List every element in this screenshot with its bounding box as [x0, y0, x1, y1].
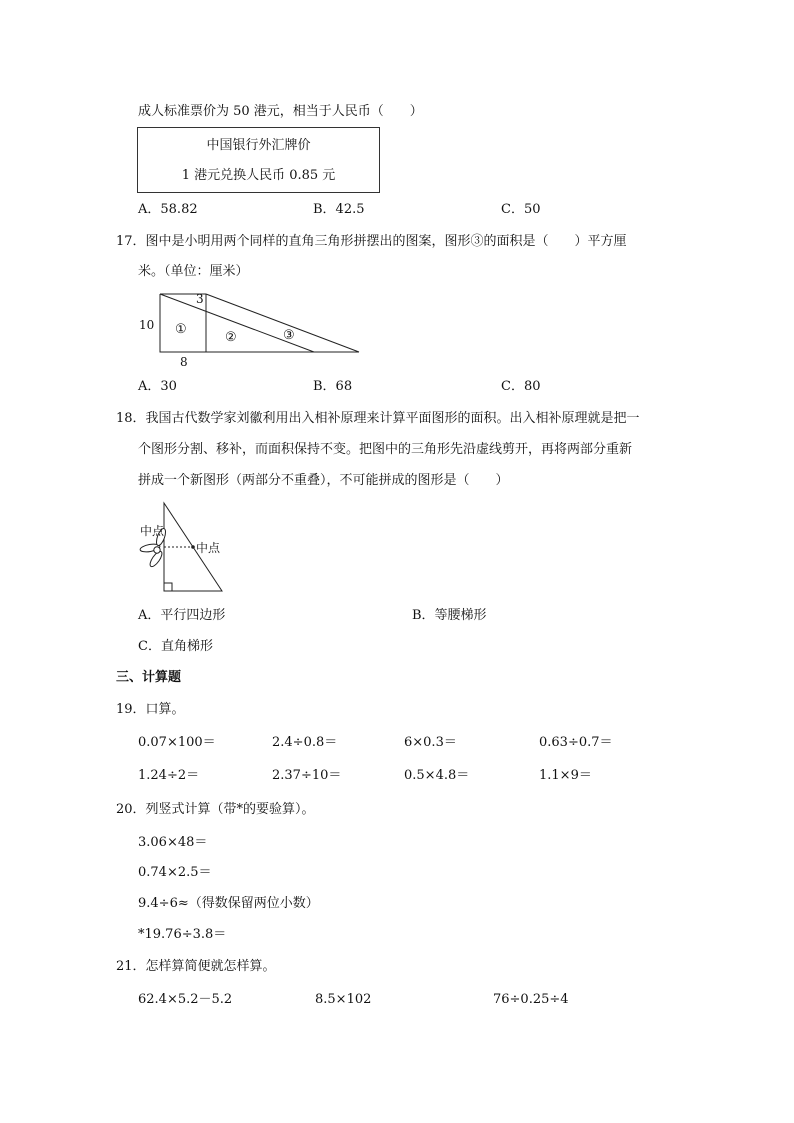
q16-stem: 成人标准票价为 50 港元，相当于人民币（ ）: [138, 104, 423, 119]
exchange-rate-box: [137, 127, 380, 193]
q18-option-b: B．等腰梯形: [412, 608, 487, 623]
exchange-rate-title: 中国银行外汇牌价: [206, 138, 311, 153]
q17-triangle-figure: [130, 288, 370, 368]
q21-item: 62.4×5.2－5.2: [138, 992, 233, 1007]
q18-triangle-figure: [134, 497, 234, 597]
q16-option-c: C．50: [501, 202, 541, 217]
q20-item: *19.76÷3.8＝: [138, 927, 227, 942]
midpoint-label-right: 中点: [196, 541, 221, 555]
q19-item: 1.1×9＝: [539, 768, 592, 783]
right-angle-mark: [164, 583, 172, 591]
q16-option-b: B．42.5: [313, 202, 365, 217]
exchange-rate-value: 1 港元兑换人民币 0.85 元: [181, 168, 336, 183]
q21-item: 76÷0.25÷4: [493, 992, 569, 1007]
label-3: 3: [196, 292, 204, 306]
q17-stem-line1: 17．图中是小明用两个同样的直角三角形拼摆出的图案，图形③的面积是（ ）平方厘: [116, 234, 627, 249]
q17-option-a: A．30: [138, 379, 177, 394]
q18-stem-line3: 拼成一个新图形（两部分不重叠），不可能拼成的图形是（ ）: [138, 473, 509, 488]
q19-item: 6×0.3＝: [404, 735, 457, 750]
midpoint-dot: [191, 545, 195, 549]
q20-item: 9.4÷6≈（得数保留两位小数）: [138, 896, 319, 911]
q21-item: 8.5×102: [315, 992, 372, 1007]
q19-item: 2.4÷0.8＝: [272, 735, 338, 750]
outer-left-bottom-edges: [160, 294, 359, 352]
q19-item: 0.07×100＝: [138, 735, 216, 750]
q19-title: 19．口算。: [116, 702, 185, 717]
q16-option-a: A．58.82: [138, 202, 198, 217]
q19-item: 0.63÷0.7＝: [539, 735, 613, 750]
q18-option-a: A．平行四边形: [138, 608, 226, 623]
region-3: ③: [283, 328, 295, 343]
q19-item: 0.5×4.8＝: [404, 768, 470, 783]
q17-option-c: C．80: [501, 379, 541, 394]
region-1: ①: [175, 322, 187, 337]
q20-title: 20．列竖式计算（带*的要验算）。: [116, 802, 315, 817]
label-8: 8: [180, 355, 188, 368]
q18-option-c: C．直角梯形: [138, 639, 213, 654]
q20-item: 0.74×2.5＝: [138, 865, 212, 880]
region-2: ②: [225, 330, 237, 345]
q18-stem-line2: 个图形分割、移补，而面积保持不变。把图中的三角形先沿虚线剪开，再将两部分重新: [138, 442, 633, 457]
q19-item: 1.24÷2＝: [138, 768, 200, 783]
midpoint-label-left: 中点: [140, 524, 165, 538]
q21-title: 21．怎样算简便就怎样算。: [116, 959, 276, 974]
q17-option-b: B．68: [313, 379, 353, 394]
section-3-title: 三、计算题: [116, 670, 182, 685]
q18-stem-line1: 18．我国古代数学家刘徽利用出入相补原理来计算平面图形的面积。出入相补原理就是把一: [116, 411, 640, 426]
label-10: 10: [139, 318, 155, 332]
q20-item: 3.06×48＝: [138, 835, 208, 850]
q19-item: 2.37÷10＝: [272, 768, 342, 783]
q17-stem-line2: 米。（单位：厘米）: [138, 264, 249, 279]
